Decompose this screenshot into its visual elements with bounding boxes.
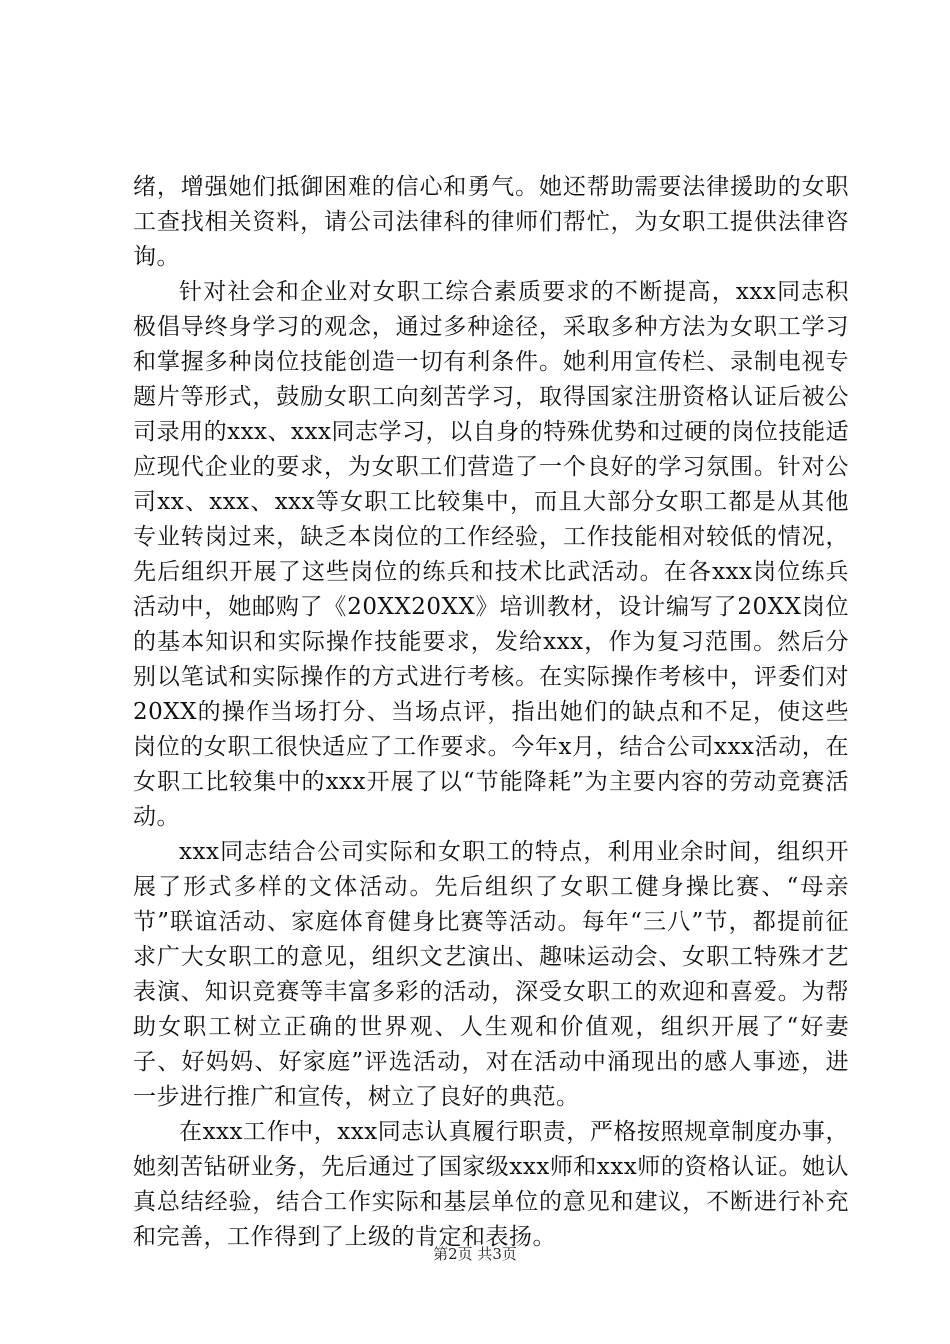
page-number: 第2页 共3页 [433, 1245, 517, 1263]
paragraph-duties: 在xxx工作中，xxx同志认真履行职责，严格按照规章制度办事，她刻苦钻研业务，先后通过了国家级xxx师和xxx师的资格认证。她认真总结经验，结合工作实际和基层单位的意见和建议，不断进行补充和完善，工作得到了上级的肯定和表扬。 [133, 1119, 849, 1250]
paragraph-continuation: 绪，增强她们抵御困难的信心和勇气。她还帮助需要法律援助的女职工查找相关资料，请公司法律科的律师们帮忙，为女职工提供法律咨询。 [133, 174, 849, 270]
paragraph-skills-training: 针对社会和企业对女职工综合素质要求的不断提高，xxx同志积极倡导终身学习的观念，通过多种途径，采取多种方法为女职工学习和掌握多种岗位技能创造一切有利条件。她利用宣传栏、录制电视专题片等形式，鼓励女职工向刻苦学习，取得国家注册资格认证后被公司录用的xxx、xxx同志学习，以自身的特殊优势和过硬的岗位技能适应现代企业的要求，为女职工们营造了一个良好的学习氛围。针对公司xx、xxx、xxx等女职工比较集中，而且大部分女职工都是从其他专业转岗过来，缺乏本岗位的工作经验，工作技能相对较低的情况，先后组织开展了这些岗位的练兵和技术比武活动。在各xxx岗位练兵活动中，她邮购了《20XX20XX》培训教材，设计编写了20XX岗位的基本知识和实际操作技能要求，发给xxx，作为复习范围。然后分别以笔试和实际操作的方式进行考核。在实际操作考核中，评委们对20XX的操作当场打分、当场点评，指出她们的缺点和不足，使这些岗位的女职工很快适应了工作要求。今年x月，结合公司xxx活动，在女职工比较集中的xxx开展了以“节能降耗”为主要内容的劳动竞赛活动。 [133, 279, 849, 830]
body-text [133, 170, 849, 1255]
paragraph-cultural-activities: xxx同志结合公司实际和女职工的特点，利用业余时间，组织开展了形式多样的文体活动。先后组织了女职工健身操比赛、“母亲节”联谊活动、家庭体育健身比赛等活动。每年“三八”节，都提前征求广大女职工的意见，组织文艺演出、趣味运动会、女职工特殊才艺表演、知识竞赛等丰富多彩的活动，深受女职工的欢迎和喜爱。为帮助女职工树立正确的世界观、人生观和价值观，组织开展了“好妻子、好妈妈、好家庭”评选活动，对在活动中涌现出的感人事迹，进一步进行推广和宣传，树立了良好的典范。 [133, 839, 849, 1110]
page-footer [0, 1244, 950, 1264]
